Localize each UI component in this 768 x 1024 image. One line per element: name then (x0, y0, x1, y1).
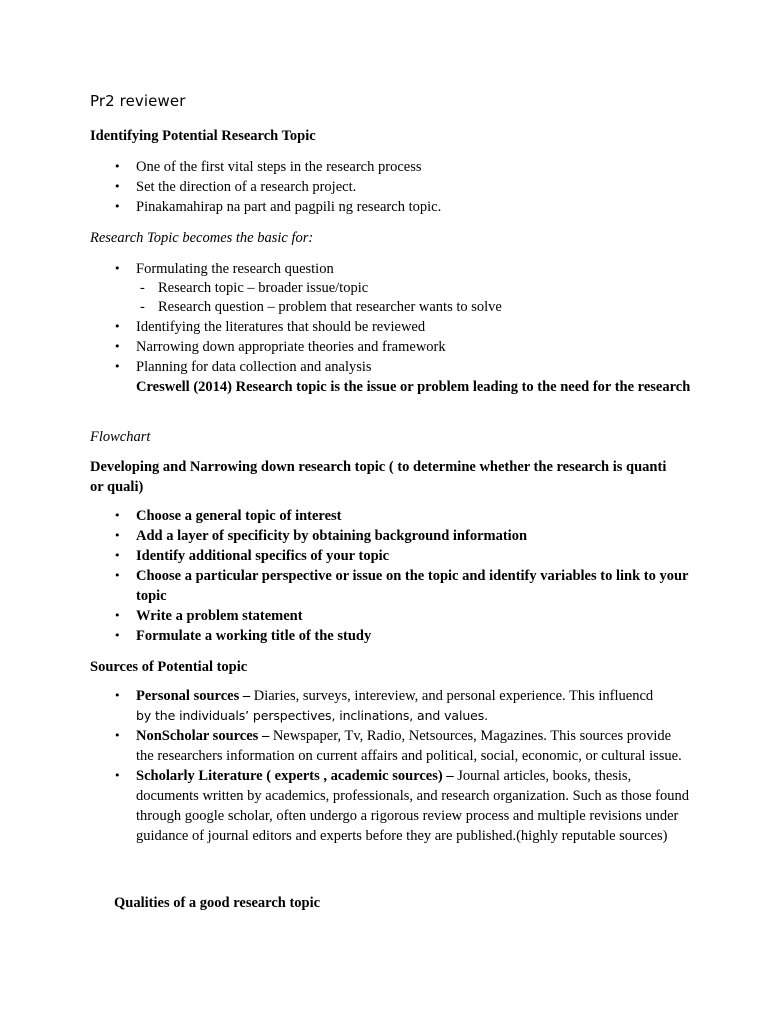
qualities-heading: Qualities of a good research topic (114, 895, 321, 911)
sources-heading: Sources of Potential topic (90, 659, 248, 675)
list-item (0, 686, 691, 726)
identifying-topic-list (0, 157, 691, 217)
scholarly-sources-label: Scholarly Literature ( experts , academic sources) – (136, 768, 458, 784)
flowchart-label: Flowchart (90, 429, 151, 445)
sources-list (0, 686, 691, 846)
sub-item: - Research question – problem that researcher wants to solve (0, 298, 691, 317)
creswell-note: Creswell (2014) Research topic is the issue or problem leading to the need for the research (136, 379, 691, 395)
section-heading-identifying-topic: Identifying Potential Research Topic (90, 128, 316, 144)
list-item: • Choose a particular perspective or issue on the topic and identify variables to link to your topic (0, 566, 691, 606)
list-item: • Narrowing down appropriate theories and framework (0, 337, 691, 357)
list-item: • Add a layer of specificity by obtaining background information (0, 526, 691, 546)
list-item: • Pinakamahirap na part and pagpili ng research topic. (0, 197, 691, 217)
flowchart-steps-list (0, 506, 691, 646)
personal-sources-text-cont: by the individuals’ perspectives, inclinations, and values. (136, 708, 489, 723)
personal-sources-label: Personal sources – (136, 688, 254, 704)
personal-sources-text: Diaries, surveys, intereview, and personal experience. This influencd (253, 688, 654, 704)
list-item: • Set the direction of a research project. (0, 177, 691, 197)
list-item-text: • Formulating the research question (136, 261, 334, 277)
list-item (0, 259, 691, 317)
document-title: Pr2 reviewer (90, 92, 186, 110)
list-item (0, 766, 691, 846)
list-item: • One of the first vital steps in the research process (0, 157, 691, 177)
basis-list (0, 259, 691, 397)
list-item (0, 357, 691, 397)
flowchart-heading: Developing and Narrowing down research topic ( to determine whether the research is quanti or quali) (90, 459, 667, 495)
nonscholar-sources-text: Newspaper, Tv, Radio, Netsources, Magazines. This sources provide the researchers information on current affairs and political, social, economic, or cultural issue. (136, 728, 682, 764)
list-item (0, 726, 691, 766)
list-item-text: • Planning for data collection and analysis (136, 359, 372, 375)
list-item: • Identifying the literatures that should be reviewed (0, 317, 691, 337)
list-item: • Write a problem statement (0, 606, 691, 626)
list-item: • Formulate a working title of the study (0, 626, 691, 646)
list-item: • Choose a general topic of interest (0, 506, 691, 526)
scholarly-sources-text: Journal articles, books, thesis, documents written by academics, professionals, and research organization. Such as those found through google scholar, often undergo a rigorous review process and multiple revisions under guidance of journal editors and experts before they are published.(highly reputable sources) (136, 768, 689, 844)
basis-intro: Research Topic becomes the basic for: (90, 230, 314, 246)
sub-item: - Research topic – broader issue/topic (0, 279, 691, 298)
list-item: • Identify additional specifics of your topic (0, 546, 691, 566)
nonscholar-sources-label: NonScholar sources – (136, 728, 273, 744)
